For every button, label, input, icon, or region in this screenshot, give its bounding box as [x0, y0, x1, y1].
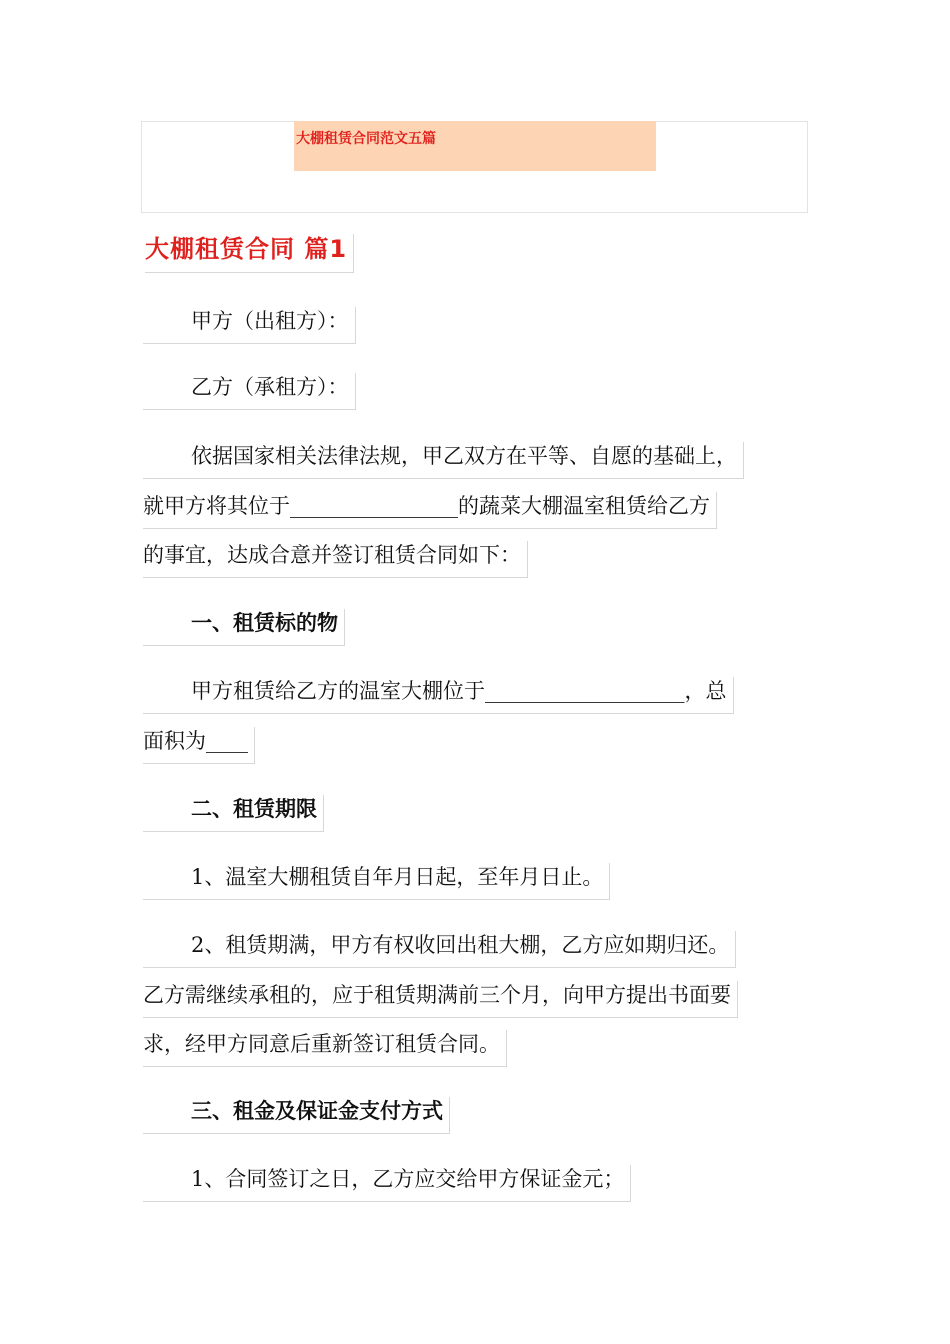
party-a-line: 甲方（出租方）：: [143, 307, 356, 344]
party-b-line: 乙方（承租方）：: [143, 373, 356, 410]
section-1-title: 一、租赁标的物: [143, 609, 345, 646]
intro-line-2: 就甲方将其位于________________的蔬菜大棚温室租赁给乙方: [143, 492, 717, 529]
section-1-line-2: 面积为____: [143, 727, 255, 764]
section-3-title: 三、租金及保证金支付方式: [143, 1097, 450, 1134]
contract-heading: 大棚租赁合同 篇1: [145, 234, 354, 273]
section-2-item-2-line-1: 2、租赁期满，甲方有权收回出租大棚，乙方应如期归还。: [143, 931, 736, 968]
section-2-item-2-line-2: 乙方需继续承租的，应于租赁期满前三个月，向甲方提出书面要: [143, 981, 738, 1018]
section-2-title: 二、租赁期限: [143, 795, 324, 832]
intro-line-1: 依据国家相关法律法规，甲乙双方在平等、自愿的基础上，: [143, 442, 744, 479]
section-1-line-1: 甲方租赁给乙方的温室大棚位于___________________，总: [143, 677, 734, 714]
header-box: [141, 121, 808, 213]
section-2-item-1: 1、温室大棚租赁自年月日起，至年月日止。: [143, 863, 610, 900]
section-3-item-1: 1、合同签订之日，乙方应交给甲方保证金元；: [143, 1165, 631, 1202]
document-title: 大棚租赁合同范文五篇: [294, 121, 656, 171]
section-2-item-2-line-3: 求，经甲方同意后重新签订租赁合同。: [143, 1030, 507, 1067]
intro-line-3: 的事宜，达成合意并签订租赁合同如下：: [143, 541, 528, 578]
